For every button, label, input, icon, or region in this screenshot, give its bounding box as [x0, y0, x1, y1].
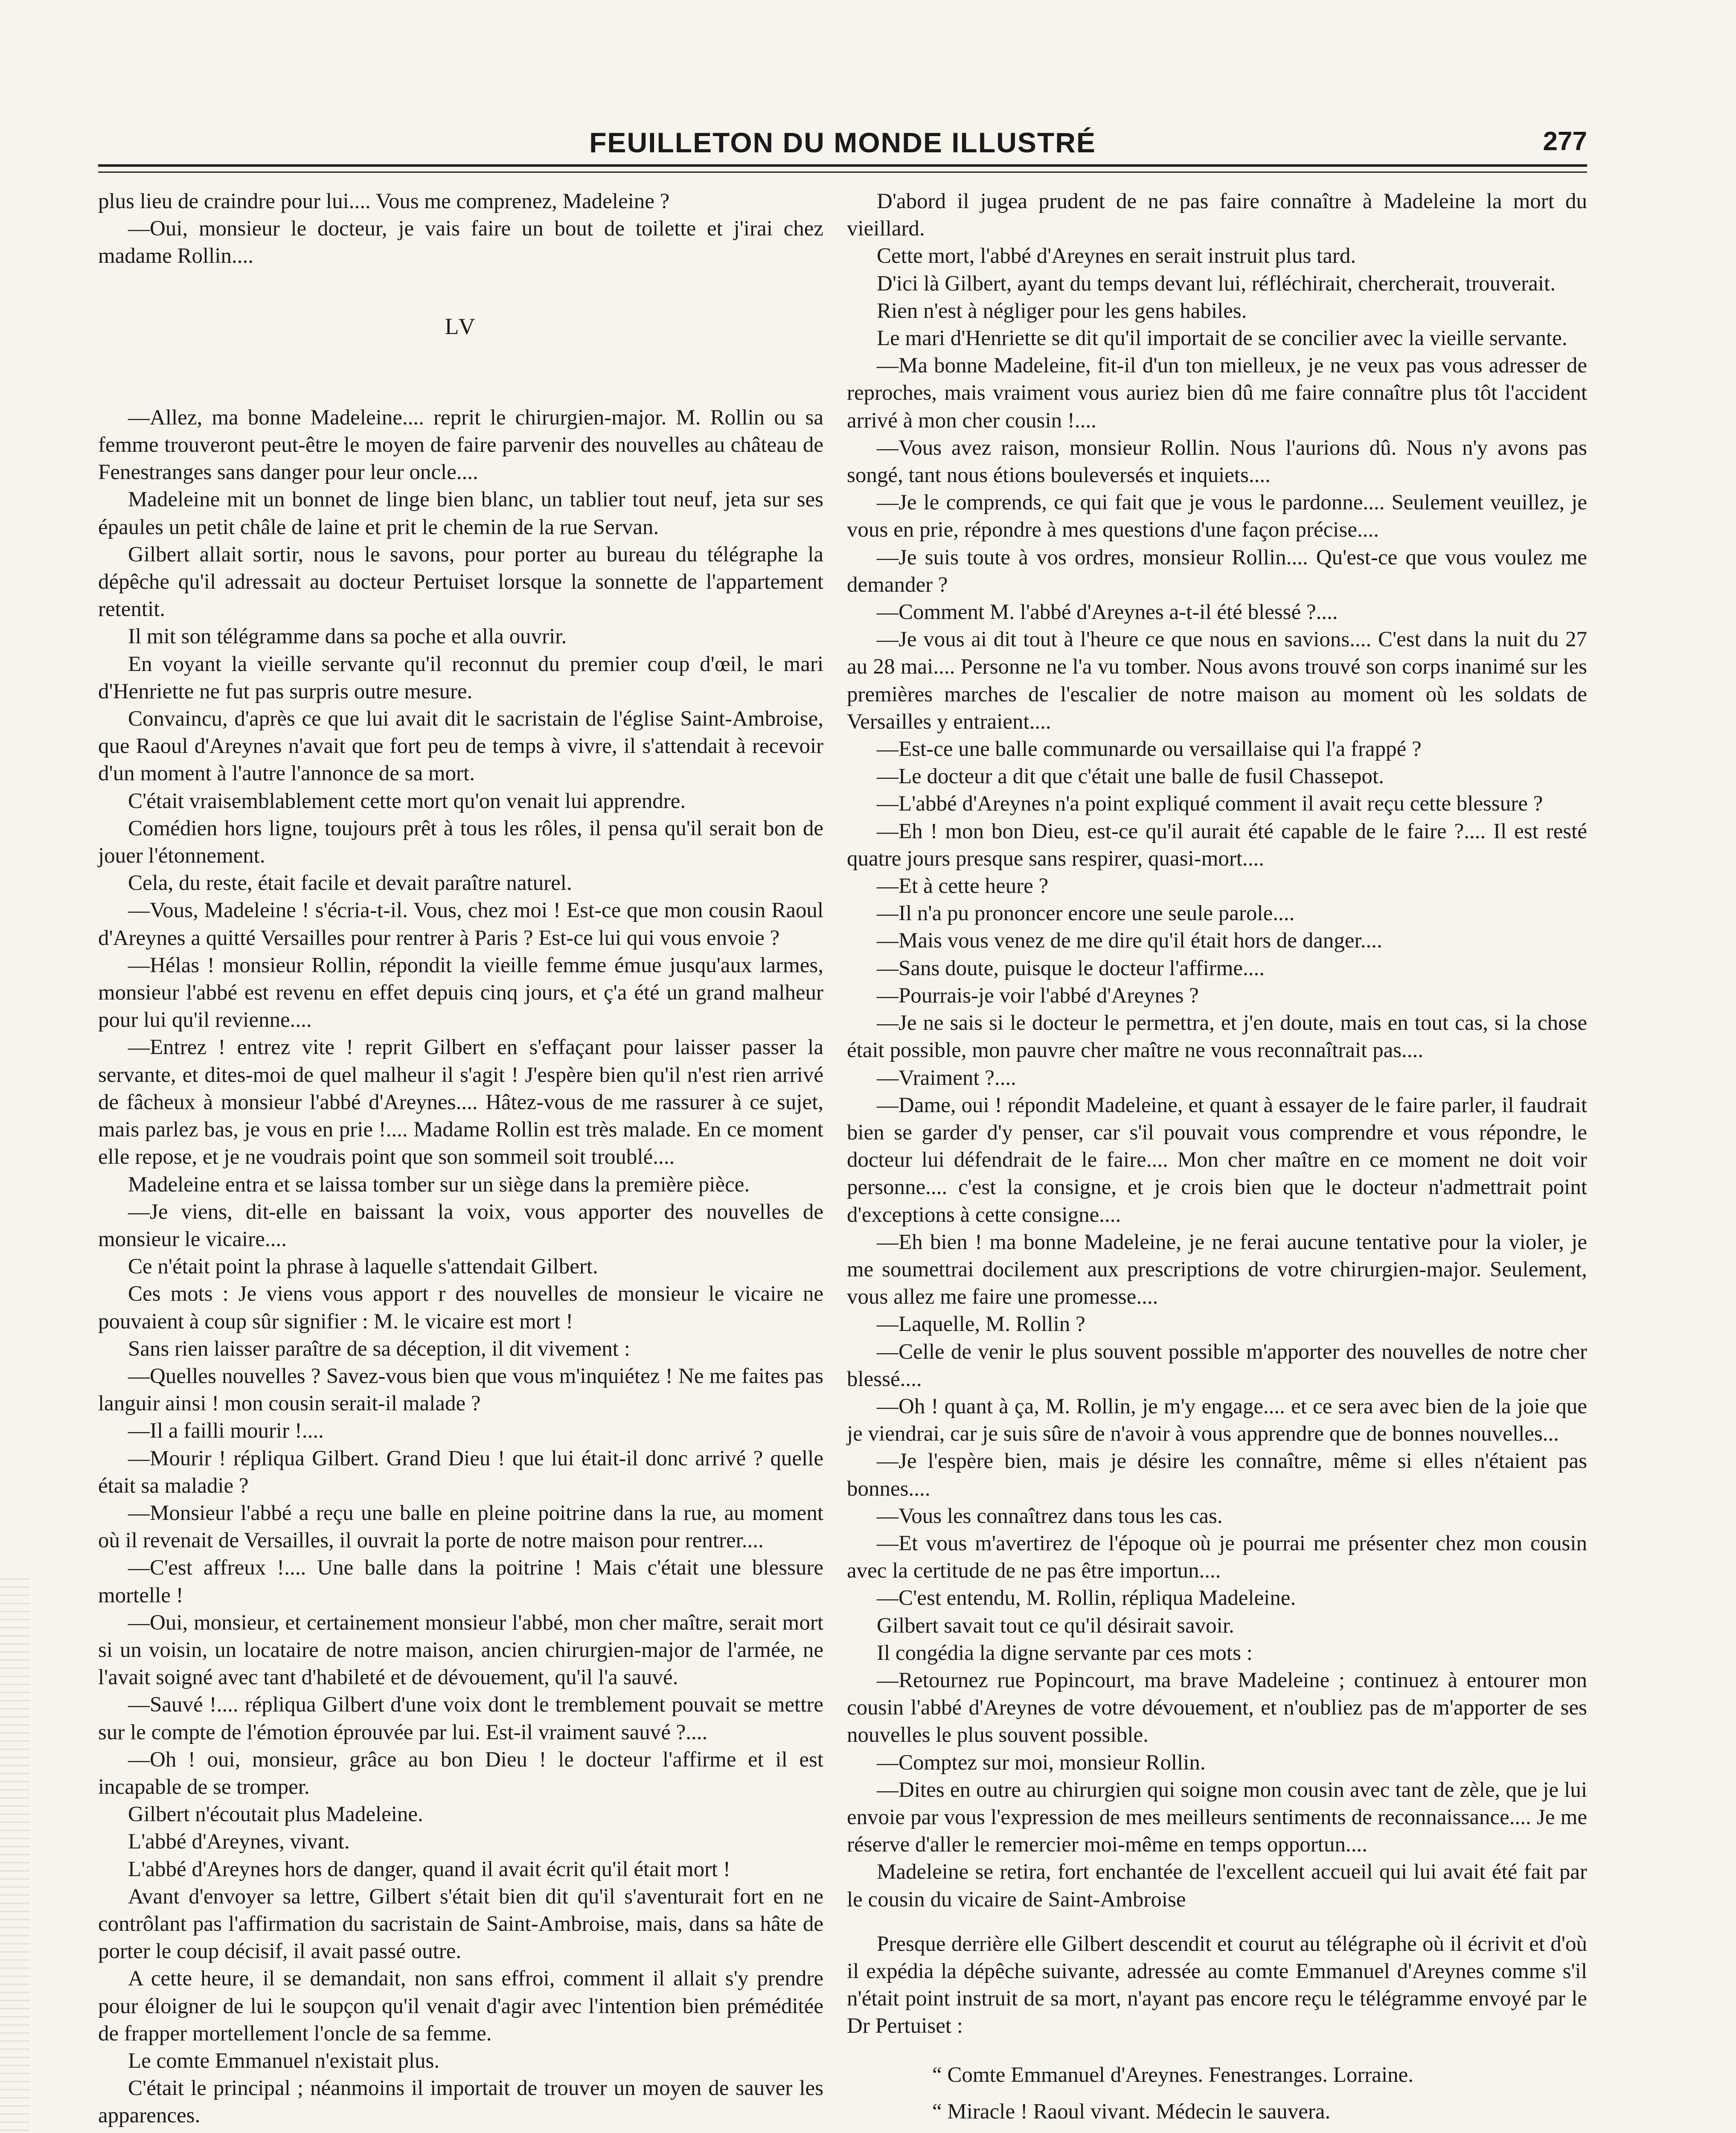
- paragraph: Cette mort, l'abbé d'Areynes en serait instruit plus tard.: [877, 244, 1356, 268]
- paragraph: Madeleine mit un bonnet de linge bien blanc, un tablier tout neuf, jeta sur ses épaules un petit châle de laine et prit le chemin de la rue Servan.: [98, 488, 823, 539]
- paragraph: —Comment M. l'abbé d'Areynes a-t-il été blessé ?....: [877, 600, 1338, 625]
- paragraph: Comédien hors ligne, toujours prêt à tous les rôles, il pensa qu'il serait bon de jouer l'étonnement.: [98, 816, 823, 868]
- paragraph: Le comte Emmanuel n'existait plus.: [128, 2049, 440, 2073]
- chapter-heading: LV: [445, 313, 477, 339]
- paragraph: —Je l'espère bien, mais je désire les connaître, même si elles n'étaient pas bonnes....: [847, 1449, 1587, 1501]
- paragraph: A cette heure, il se demandait, non sans effroi, comment il allait s'y prendre pour éloigner de lui le soupçon qu'il venait d'agir avec l'intention bien préméditée de frapper mortellement l'oncle de sa femme.: [98, 1967, 823, 2046]
- paragraph: Madeleine se retira, fort enchantée de l'excellent accueil qui lui avait été fait par le cousin du vicaire de Saint-Ambroise: [847, 1860, 1587, 1912]
- paragraph: C'était le principal ; néanmoins il importait de trouver un moyen de sauver les apparences.: [98, 2076, 823, 2128]
- paragraph: —Le docteur a dit que c'était une balle de fusil Chassepot.: [877, 764, 1384, 789]
- paragraph: —Sauvé !.... répliqua Gilbert d'une voix dont le tremblement pouvait se mettre sur le compte de l'émotion éprouvée par lui. Est-il vraiment sauvé ?....: [98, 1693, 823, 1744]
- left-column: [98, 188, 823, 2130]
- paragraph: —Vous avez raison, monsieur Rollin. Nous l'aurions dû. Nous n'y avons pas songé, tant nous étions bouleversés et inquiets....: [847, 436, 1587, 488]
- paragraph: Cela, du reste, était facile et devait paraître naturel.: [128, 871, 572, 895]
- paragraph: —C'est entendu, M. Rollin, répliqua Madeleine.: [877, 1586, 1296, 1610]
- paragraph: D'ici là Gilbert, ayant du temps devant lui, réfléchirait, chercherait, trouverait.: [877, 271, 1556, 296]
- paragraph: Gilbert savait tout ce qu'il désirait savoir.: [877, 1613, 1234, 1638]
- paragraph: D'abord il jugea prudent de ne pas faire connaître à Madeleine la mort du vieillard.: [847, 189, 1587, 241]
- paragraph: —Laquelle, M. Rollin ?: [877, 1312, 1085, 1337]
- paragraph: —Vraiment ?....: [877, 1066, 1016, 1090]
- paragraph: —Et à cette heure ?: [877, 874, 1049, 898]
- paragraph: —C'est affreux !.... Une balle dans la poitrine ! Mais c'était une blessure mortelle !: [98, 1556, 823, 1607]
- paragraph: En voyant la vieille servante qu'il reconnut du premier coup d'œil, le mari d'Henriette ne fut pas surpris outre mesure.: [98, 652, 823, 703]
- paragraph: Gilbert n'écoutait plus Madeleine.: [128, 1802, 423, 1827]
- paragraph: —Allez, ma bonne Madeleine.... reprit le chirurgien-major. M. Rollin ou sa femme trouveront peut-être le moyen de faire parvenir des nouvelles au château de Fenestranges sans danger pour leur oncle....: [98, 405, 823, 485]
- paragraph: —Dites en outre au chirurgien qui soigne mon cousin avec tant de zèle, que je lui envoie par vous l'expression de mes meilleurs sentiments de reconnaissance.... Je me réserve d'aller le remercier moi-même en temps opportun....: [847, 1778, 1587, 1857]
- paragraph: Ces mots : Je viens vous apport r des nouvelles de monsieur le vicaire ne pouvaient à coup sûr signifier : M. le vicaire est mort !: [98, 1282, 823, 1334]
- telegram-line: “ Miracle ! Raoul vivant. Médecin le sauvera.: [932, 2099, 1331, 2124]
- paragraph: —Ma bonne Madeleine, fit-il d'un ton mielleux, je ne veux pas vous adresser de reproches, mais vraiment vous auriez bien dû me faire connaître plus tôt l'accident arrivé à mon cher cousin !....: [847, 354, 1587, 433]
- paragraph: Sans rien laisser paraître de sa déception, il dit vivement :: [128, 1337, 630, 1361]
- paragraph: plus lieu de craindre pour lui.... Vous me comprenez, Madeleine ?: [98, 189, 670, 213]
- paragraph: Ce n'était point la phrase à laquelle s'attendait Gilbert.: [128, 1255, 598, 1279]
- paragraph: Convaincu, d'après ce que lui avait dit le sacristain de l'église Saint-Ambroise, que Raoul d'Areynes n'avait que fort peu de temps à vivre, il s'attendait à recevoir d'un moment à l'autre l'annonce de sa mort.: [98, 707, 823, 786]
- paragraph: L'abbé d'Areynes, vivant.: [128, 1830, 350, 1854]
- paragraph: —Quelles nouvelles ? Savez-vous bien que vous m'inquiétez ! Ne me faites pas languir ainsi ! mon cousin serait-il malade ?: [98, 1364, 823, 1416]
- paragraph: —Je vous ai dit tout à l'heure ce que nous en savions.... C'est dans la nuit du 27 au 28 mai.... Personne ne l'a vu tomber. Nous avons trouvé son corps inanimé sur les premières marches de l'escalier de notre maison au moment où les soldats de Versailles y entraient....: [847, 628, 1587, 734]
- paragraph: Madeleine entra et se laissa tomber sur un siège dans la première pièce.: [128, 1172, 750, 1197]
- paragraph: —Hélas ! monsieur Rollin, répondit la vieille femme émue jusqu'aux larmes, monsieur l'abbé est revenu en effet depuis cinq jours, et ç'a été un grand malheur pour lui qu'il revienne....: [98, 953, 823, 1032]
- paragraph: —Mourir ! répliqua Gilbert. Grand Dieu ! que lui était-il donc arrivé ? quelle était sa maladie ?: [98, 1446, 823, 1498]
- paragraph: —Il n'a pu prononcer encore une seule parole....: [877, 901, 1295, 926]
- paragraph: Il mit son télégramme dans sa poche et alla ouvrir.: [128, 625, 567, 649]
- paragraph: —Je suis toute à vos ordres, monsieur Rollin.... Qu'est-ce que vous voulez me demander ?: [847, 545, 1587, 597]
- paragraph: —Celle de venir le plus souvent possible m'apporter des nouvelles de notre cher blessé....: [847, 1340, 1587, 1391]
- paragraph: Gilbert allait sortir, nous le savons, pour porter au bureau du télégraphe la dépêche qu'il adressait au docteur Pertuiset lorsque la sonnette de l'appartement retentit.: [98, 542, 823, 622]
- paragraph: —Je ne sais si le docteur le permettra, et j'en doute, mais en tout cas, si la chose était possible, mon pauvre cher maître ne vous reconnaîtrait pas....: [847, 1011, 1587, 1063]
- paragraph: —Oui, monsieur, et certainement monsieur l'abbé, mon cher maître, serait mort si un voisin, un locataire de notre maison, ancien chirurgien-major de l'armée, ne l'avait soigné avec tant d'habileté et de dévouement, qu'il l'a sauvé.: [98, 1610, 823, 1690]
- paragraph: —Retournez rue Popincourt, ma brave Madeleine ; continuez à entourer mon cousin l'abbé d'Areynes de votre dévouement, et n'oubliez pas de m'apporter de ses nouvelles le plus souvent possible.: [847, 1668, 1587, 1747]
- right-column: [847, 188, 1587, 2133]
- running-title: FEUILLETON DU MONDE ILLUSTRÉ: [589, 127, 1096, 158]
- paragraph: —Entrez ! entrez vite ! reprit Gilbert en s'effaçant pour laisser passer la servante, et dites-moi de quel malheur il s'agit ! J'espère bien qu'il n'est rien arrivé de fâcheux à monsieur l'abbé d'Areynes.... Hâtez-vous de me rassurer à ce sujet, mais parlez bas, je vous en prie !.... Madame Rollin est très malade. En ce moment elle repose, et je ne voudrais point que son sommeil soit troublé....: [98, 1035, 823, 1169]
- paragraph: —Et vous m'avertirez de l'époque où je pourrai me présenter chez mon cousin avec la certitude de ne pas être importun....: [847, 1531, 1587, 1583]
- page-number: 277: [1543, 127, 1587, 156]
- paragraph: —Dame, oui ! répondit Madeleine, et quant à essayer de le faire parler, il faudrait bien se garder d'y penser, car s'il pouvait vous comprendre et vous répondre, le docteur lui défendrait de le faire.... Mon cher maître en ce moment ne doit voir personne.... c'est la consigne, et je crois bien que le docteur n'admettrait point d'exceptions à cette consigne....: [847, 1093, 1587, 1227]
- paragraph: —Je viens, dit-elle en baissant la voix, vous apporter des nouvelles de monsieur le vicaire....: [98, 1200, 823, 1251]
- paragraph: —Je le comprends, ce qui fait que je vous le pardonne.... Seulement veuillez, je vous en prie, répondre à mes questions d'une façon précise....: [847, 491, 1587, 542]
- paragraph: Rien n'est à négliger pour les gens habiles.: [877, 299, 1247, 323]
- paragraph: —Mais vous venez de me dire qu'il était hors de danger....: [877, 929, 1382, 953]
- paragraph: —Oh ! quant à ça, M. Rollin, je m'y engage.... et ce sera avec bien de la joie que je viendrai, car je suis sûre de n'avoir à vous apprendre que de bonnes nouvelles...: [847, 1394, 1587, 1446]
- paragraph: —Oui, monsieur le docteur, je vais faire un bout de toilette et j'irai chez madame Rollin....: [98, 217, 823, 268]
- paragraph: —Comptez sur moi, monsieur Rollin.: [877, 1750, 1206, 1775]
- paragraph: Presque derrière elle Gilbert descendit et courut au télégraphe où il écrivit et d'où il expédia la dépêche suivante, adressée au comte Emmanuel d'Areynes comme s'il n'était point instruit de sa mort, n'ayant pas encore reçu le télégramme envoyé par le Dr Pertuiset :: [847, 1932, 1587, 2038]
- paragraph: —Est-ce une balle communarde ou versaillaise qui l'a frappé ?: [877, 737, 1422, 761]
- paragraph: —Monsieur l'abbé a reçu une balle en pleine poitrine dans la rue, au moment où il revenait de Versailles, il ouvrait la porte de notre maison pour rentrer....: [98, 1501, 823, 1553]
- header-rule: [98, 164, 1587, 167]
- paragraph: —Eh ! mon bon Dieu, est-ce qu'il aurait été capable de le faire ?.... Il est resté quatre jours presque sans respirer, quasi-mort....: [847, 819, 1587, 871]
- header-rule-thin: [98, 171, 1587, 173]
- paragraph: Avant d'envoyer sa lettre, Gilbert s'était bien dit qu'il s'aventurait fort en ne contrôlant pas l'affirmation du sacristain de Saint-Ambroise, mais, dans sa hâte de porter le coup décisif, il avait passé outre.: [98, 1884, 823, 1964]
- paragraph: Il congédia la digne servante par ces mots :: [877, 1641, 1253, 1665]
- paragraph: —Oh ! oui, monsieur, grâce au bon Dieu ! le docteur l'affirme et il est incapable de se tromper.: [98, 1747, 823, 1799]
- paragraph: —Il a failli mourir !....: [128, 1419, 324, 1443]
- paragraph: C'était vraisemblablement cette mort qu'on venait lui apprendre.: [128, 789, 686, 813]
- telegram-line: “ Comte Emmanuel d'Areynes. Fenestranges. Lorraine.: [932, 2063, 1414, 2087]
- paragraph: —L'abbé d'Areynes n'a point expliqué comment il avait reçu cette blessure ?: [877, 792, 1543, 816]
- paragraph: —Sans doute, puisque le docteur l'affirme....: [877, 956, 1265, 980]
- paragraph: —Vous les connaîtrez dans tous les cas.: [877, 1504, 1223, 1528]
- paragraph: —Pourrais-je voir l'abbé d'Areynes ?: [877, 983, 1199, 1008]
- page-edge-stain: [0, 1578, 30, 2133]
- paragraph: —Vous, Madeleine ! s'écria-t-il. Vous, chez moi ! Est-ce que mon cousin Raoul d'Areynes a quitté Versailles pour rentrer à Paris ? Est-ce lui qui vous envoie ?: [98, 898, 823, 950]
- paragraph: Le mari d'Henriette se dit qu'il importait de se concilier avec la vieille servante.: [877, 326, 1567, 351]
- paragraph: —Eh bien ! ma bonne Madeleine, je ne ferai aucune tentative pour la violer, je me soumettrai docilement aux prescriptions de votre chirurgien-major. Seulement, vous allez me faire une promesse....: [847, 1230, 1587, 1309]
- paragraph: L'abbé d'Areynes hors de danger, quand il avait écrit qu'il était mort !: [128, 1857, 730, 1881]
